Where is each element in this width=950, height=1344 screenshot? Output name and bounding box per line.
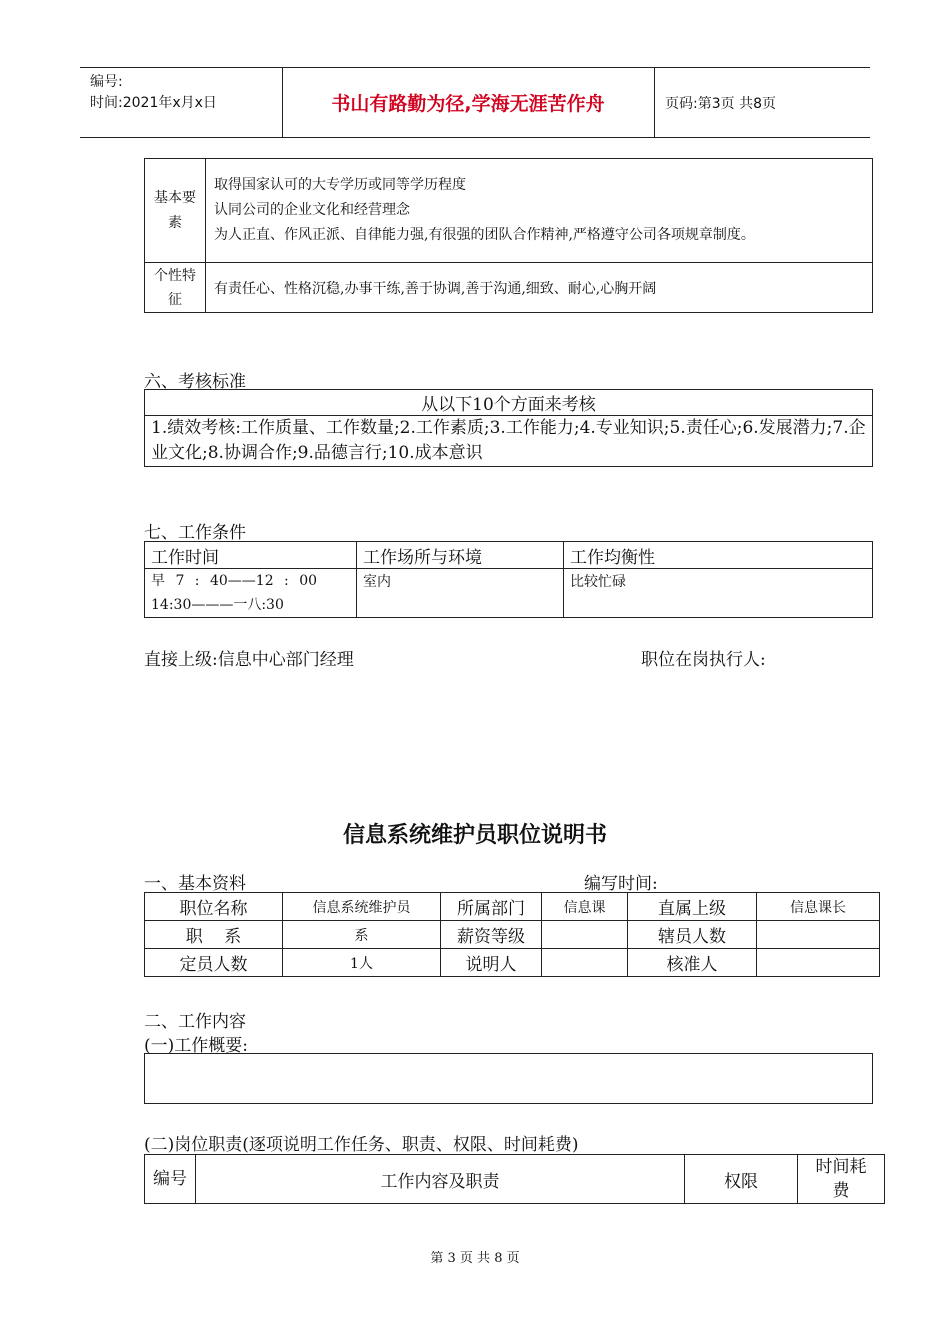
work-content-heading: 二、工作内容 — [144, 1012, 246, 1032]
conditions-header-place: 工作场所与环境 — [357, 542, 564, 569]
conditions-place: 室内 — [357, 569, 564, 618]
header-motto: 书山有路勤为径,学海无涯苦作舟 — [331, 93, 605, 115]
requirements-table — [144, 158, 873, 313]
assessment-heading: 六、考核标准 — [144, 372, 246, 392]
conditions-header-time: 工作时间 — [145, 542, 357, 569]
conditions-table — [144, 541, 873, 618]
duties-table — [144, 1154, 885, 1204]
work-time-line: 早 7 : 40——12 : 00 — [151, 573, 318, 589]
work-overview-label: (一)工作概要: — [144, 1036, 248, 1056]
basic-info-cell — [542, 949, 628, 977]
basic-info-cell: 1人 — [283, 949, 441, 977]
basic-info-cell — [757, 921, 880, 949]
table-row — [145, 542, 873, 569]
assessment-table — [144, 389, 873, 467]
basic-requirements-content — [206, 159, 873, 263]
work-time-line: 14:30———一八:30 — [151, 597, 284, 613]
header-page-number: 页码:第3页 共8页 — [665, 96, 776, 112]
basic-info-cell: 定员人数 — [145, 949, 283, 977]
header-divider — [654, 68, 655, 137]
basic-info-cell — [542, 921, 628, 949]
basic-info-cell — [757, 949, 880, 977]
document-time-label: 时间:2021年x月x日 — [90, 95, 217, 111]
work-overview-box — [144, 1053, 873, 1104]
table-row — [145, 416, 873, 467]
document-number-label: 编号: — [90, 74, 123, 90]
basic-info-cell: 直属上级 — [628, 893, 757, 921]
basic-info-cell: 信息课长 — [757, 893, 880, 921]
basic-info-cell: 职 系 — [145, 921, 283, 949]
basic-requirements-label: 基本要素 — [145, 159, 206, 263]
duties-header-authority: 权限 — [685, 1155, 798, 1204]
conditions-header-balance: 工作均衡性 — [564, 542, 873, 569]
duties-label: (二)岗位职责(逐项说明工作任务、职责、权限、时间耗费) — [144, 1135, 579, 1155]
table-row — [145, 1155, 885, 1204]
basic-info-table — [144, 892, 880, 977]
assessment-items: 1.绩效考核:工作质量、工作数量;2.工作素质;3.工作能力;4.专业知识;5.责任心;6.发展潜力;7.企业文化;8.协调合作;9.品德言行;10.成本意识 — [145, 416, 873, 467]
personality-label: 个性特征 — [145, 263, 206, 313]
page-header — [80, 67, 870, 138]
document-title: 信息系统维护员职位说明书 — [342, 823, 607, 848]
assessment-table-head: 从以下10个方面来考核 — [145, 390, 873, 416]
basic-info-cell: 辖员人数 — [628, 921, 757, 949]
basic-info-cell: 薪资等级 — [441, 921, 542, 949]
header-meta — [90, 72, 280, 114]
table-row — [145, 569, 873, 618]
basic-info-heading: 一、基本资料 — [144, 874, 246, 894]
duties-header-time: 时间耗费 — [798, 1155, 885, 1204]
table-row — [145, 263, 873, 313]
basic-info-cell: 信息系统维护员 — [283, 893, 441, 921]
requirement-line: 为人正直、作风正派、自律能力强,有很强的团队合作精神,严格遵守公司各项规章制度。 — [214, 227, 755, 243]
conditions-heading: 七、工作条件 — [144, 523, 246, 543]
position-executor: 职位在岗执行人: — [641, 650, 766, 670]
conditions-balance: 比较忙碌 — [564, 569, 873, 618]
basic-info-cell: 信息课 — [542, 893, 628, 921]
basic-info-cell: 所属部门 — [441, 893, 542, 921]
table-row — [145, 893, 880, 921]
conditions-time — [145, 569, 357, 618]
table-row — [145, 159, 873, 263]
direct-supervisor: 直接上级:信息中心部门经理 — [144, 650, 354, 670]
table-row — [145, 949, 880, 977]
basic-info-cell: 系 — [283, 921, 441, 949]
basic-info-cell: 职位名称 — [145, 893, 283, 921]
personality-content: 有责任心、性格沉稳,办事干练,善于协调,善于沟通,细致、耐心,心胸开阔 — [206, 263, 873, 313]
write-time-label: 编写时间: — [584, 874, 658, 894]
table-row — [145, 921, 880, 949]
basic-info-cell: 核准人 — [628, 949, 757, 977]
duties-header-content: 工作内容及职责 — [196, 1155, 685, 1204]
page-footer: 第 3 页 共 8 页 — [430, 1251, 520, 1266]
duties-header-number: 编号 — [145, 1155, 196, 1204]
table-row — [145, 390, 873, 416]
basic-info-cell: 说明人 — [441, 949, 542, 977]
requirement-line: 认同公司的企业文化和经营理念 — [214, 202, 410, 218]
requirement-line: 取得国家认可的大专学历或同等学历程度 — [214, 177, 466, 193]
